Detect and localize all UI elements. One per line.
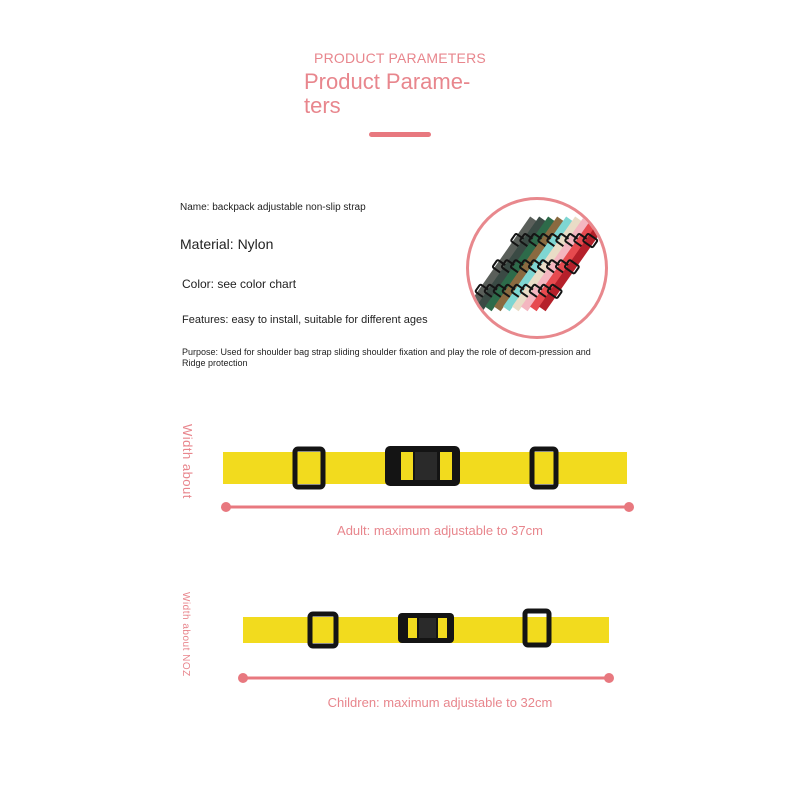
spec-material: Material: Nylon: [180, 236, 274, 252]
straps-fan-graphic: [469, 200, 605, 336]
spec-name: Name: backpack adjustable non-slip strap: [180, 202, 366, 213]
children-width-label: Width about NOZ: [180, 592, 191, 677]
adult-measure-end: [624, 502, 634, 512]
children-strap-graphic: [235, 600, 625, 690]
spec-features: Features: easy to install, suitable for different ages: [182, 314, 428, 326]
color-chart-image: [466, 197, 608, 339]
spec-purpose: Purpose: Used for shoulder bag strap sliding shoulder fixation and play the role of decom-pression and Ridge protection: [182, 347, 591, 368]
title-underline: [369, 132, 431, 137]
section-eyebrow: PRODUCT PARAMETERS: [314, 50, 486, 66]
adult-width-label: Width about: [180, 424, 195, 499]
children-buckle: [398, 613, 454, 643]
children-measure-start: [238, 673, 248, 683]
adult-buckle: [385, 446, 460, 486]
adult-measure-start: [221, 502, 231, 512]
page-title: Product Parame- ters: [304, 69, 471, 118]
adult-caption: Adult: maximum adjustable to 37cm: [337, 523, 543, 538]
children-caption: Children: maximum adjustable to 32cm: [327, 695, 553, 710]
children-measure-end: [604, 673, 614, 683]
spec-color: Color: see color chart: [182, 277, 297, 291]
adult-strap-graphic: [215, 440, 645, 520]
